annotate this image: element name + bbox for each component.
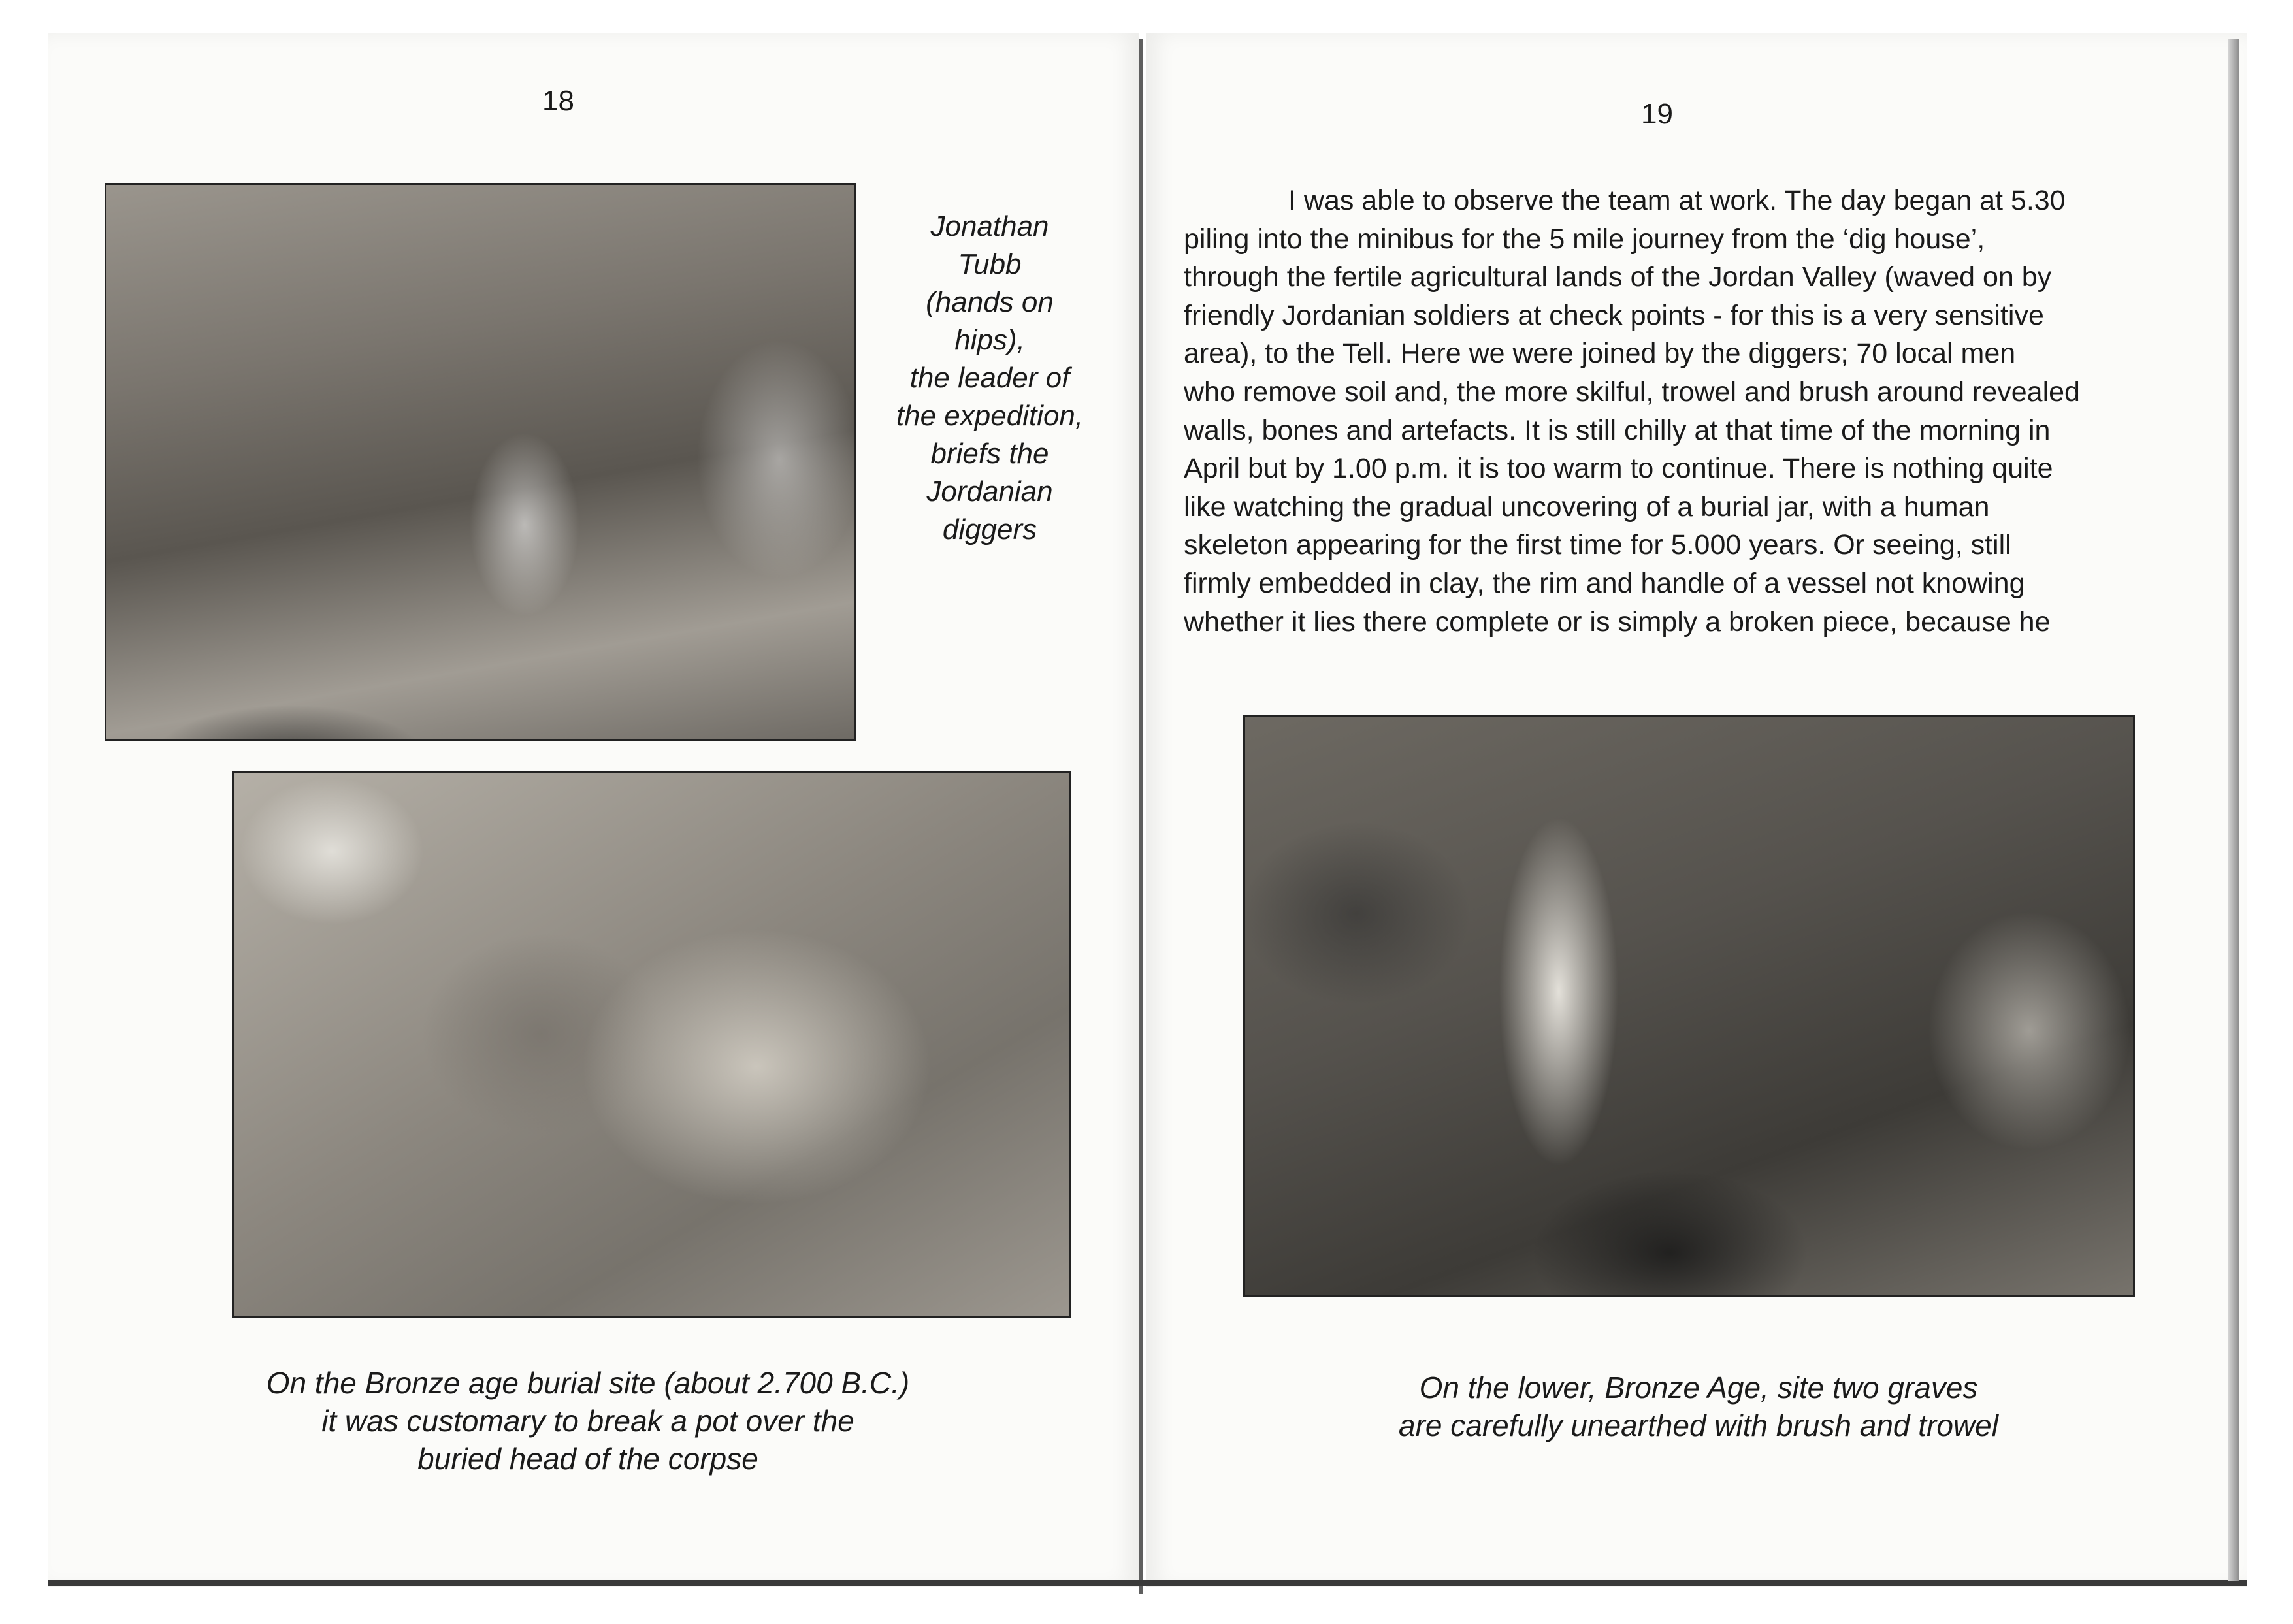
page-number-right: 19	[1641, 98, 1673, 130]
body-line: April but by 1.00 p.m. it is too warm to continue. There is nothing quite	[1184, 453, 2053, 485]
body-line: piling into the minibus for the 5 mile journey from the ‘dig house’,	[1184, 223, 1985, 255]
body-line: walls, bones and artefacts. It is still chilly at that time of the morning in	[1184, 414, 2051, 446]
caption-burial-photo	[163, 1364, 1013, 1478]
body-text	[1184, 182, 2190, 641]
caption-line: On the lower, Bronze Age, site two graves	[1419, 1371, 1978, 1405]
caption-line: buried head of the corpse	[417, 1442, 758, 1476]
page-right-edge	[2228, 39, 2239, 1581]
caption-diggers-photo	[869, 208, 1111, 549]
book-gutter	[1139, 39, 1143, 1594]
body-line: skeleton appearing for the first time for 5.000 years. Or seeing, still	[1184, 529, 2011, 561]
caption-line: it was customary to break a pot over the	[321, 1404, 854, 1438]
caption-line: On the Bronze age burial site (about 2.700 B.C.)	[266, 1366, 910, 1400]
body-line: whether it lies there complete or is simply a broken piece, because he	[1184, 606, 2051, 638]
body-line: firmly embedded in clay, the rim and handle of a vessel not knowing	[1184, 567, 2025, 599]
caption-line: the leader of	[909, 362, 1070, 394]
caption-line: Jonathan	[930, 210, 1049, 242]
body-line: friendly Jordanian soldiers at check points - for this is a very sensitive	[1184, 299, 2044, 331]
photo-graves-excavation	[1243, 715, 2135, 1297]
caption-graves-photo	[1274, 1369, 2123, 1444]
body-line: area), to the Tell. Here we were joined by the diggers; 70 local men	[1184, 338, 2016, 370]
body-line: like watching the gradual uncovering of a burial jar, with a human	[1184, 491, 1990, 523]
caption-line: are carefully unearthed with brush and trowel	[1399, 1408, 1998, 1442]
caption-line: (hands on	[926, 286, 1054, 318]
photo-diggers-briefing	[105, 183, 856, 741]
caption-line: the expedition,	[896, 400, 1084, 432]
photo-burial-site	[232, 771, 1071, 1318]
body-line: I was able to observe the team at work. The day began at 5.30	[1288, 185, 2066, 216]
body-line: who remove soil and, the more skilful, trowel and brush around revealed	[1184, 376, 2080, 408]
body-line: through the fertile agricultural lands of the Jordan Valley (waved on by	[1184, 261, 2052, 293]
page-bottom-edge	[48, 1580, 2247, 1586]
caption-line: Jordanian	[926, 476, 1053, 508]
page-number-left: 18	[542, 85, 574, 117]
caption-line: briefs the	[930, 438, 1049, 470]
caption-line: Tubb	[958, 248, 1022, 280]
caption-line: hips),	[954, 324, 1025, 356]
caption-line: diggers	[942, 513, 1037, 545]
